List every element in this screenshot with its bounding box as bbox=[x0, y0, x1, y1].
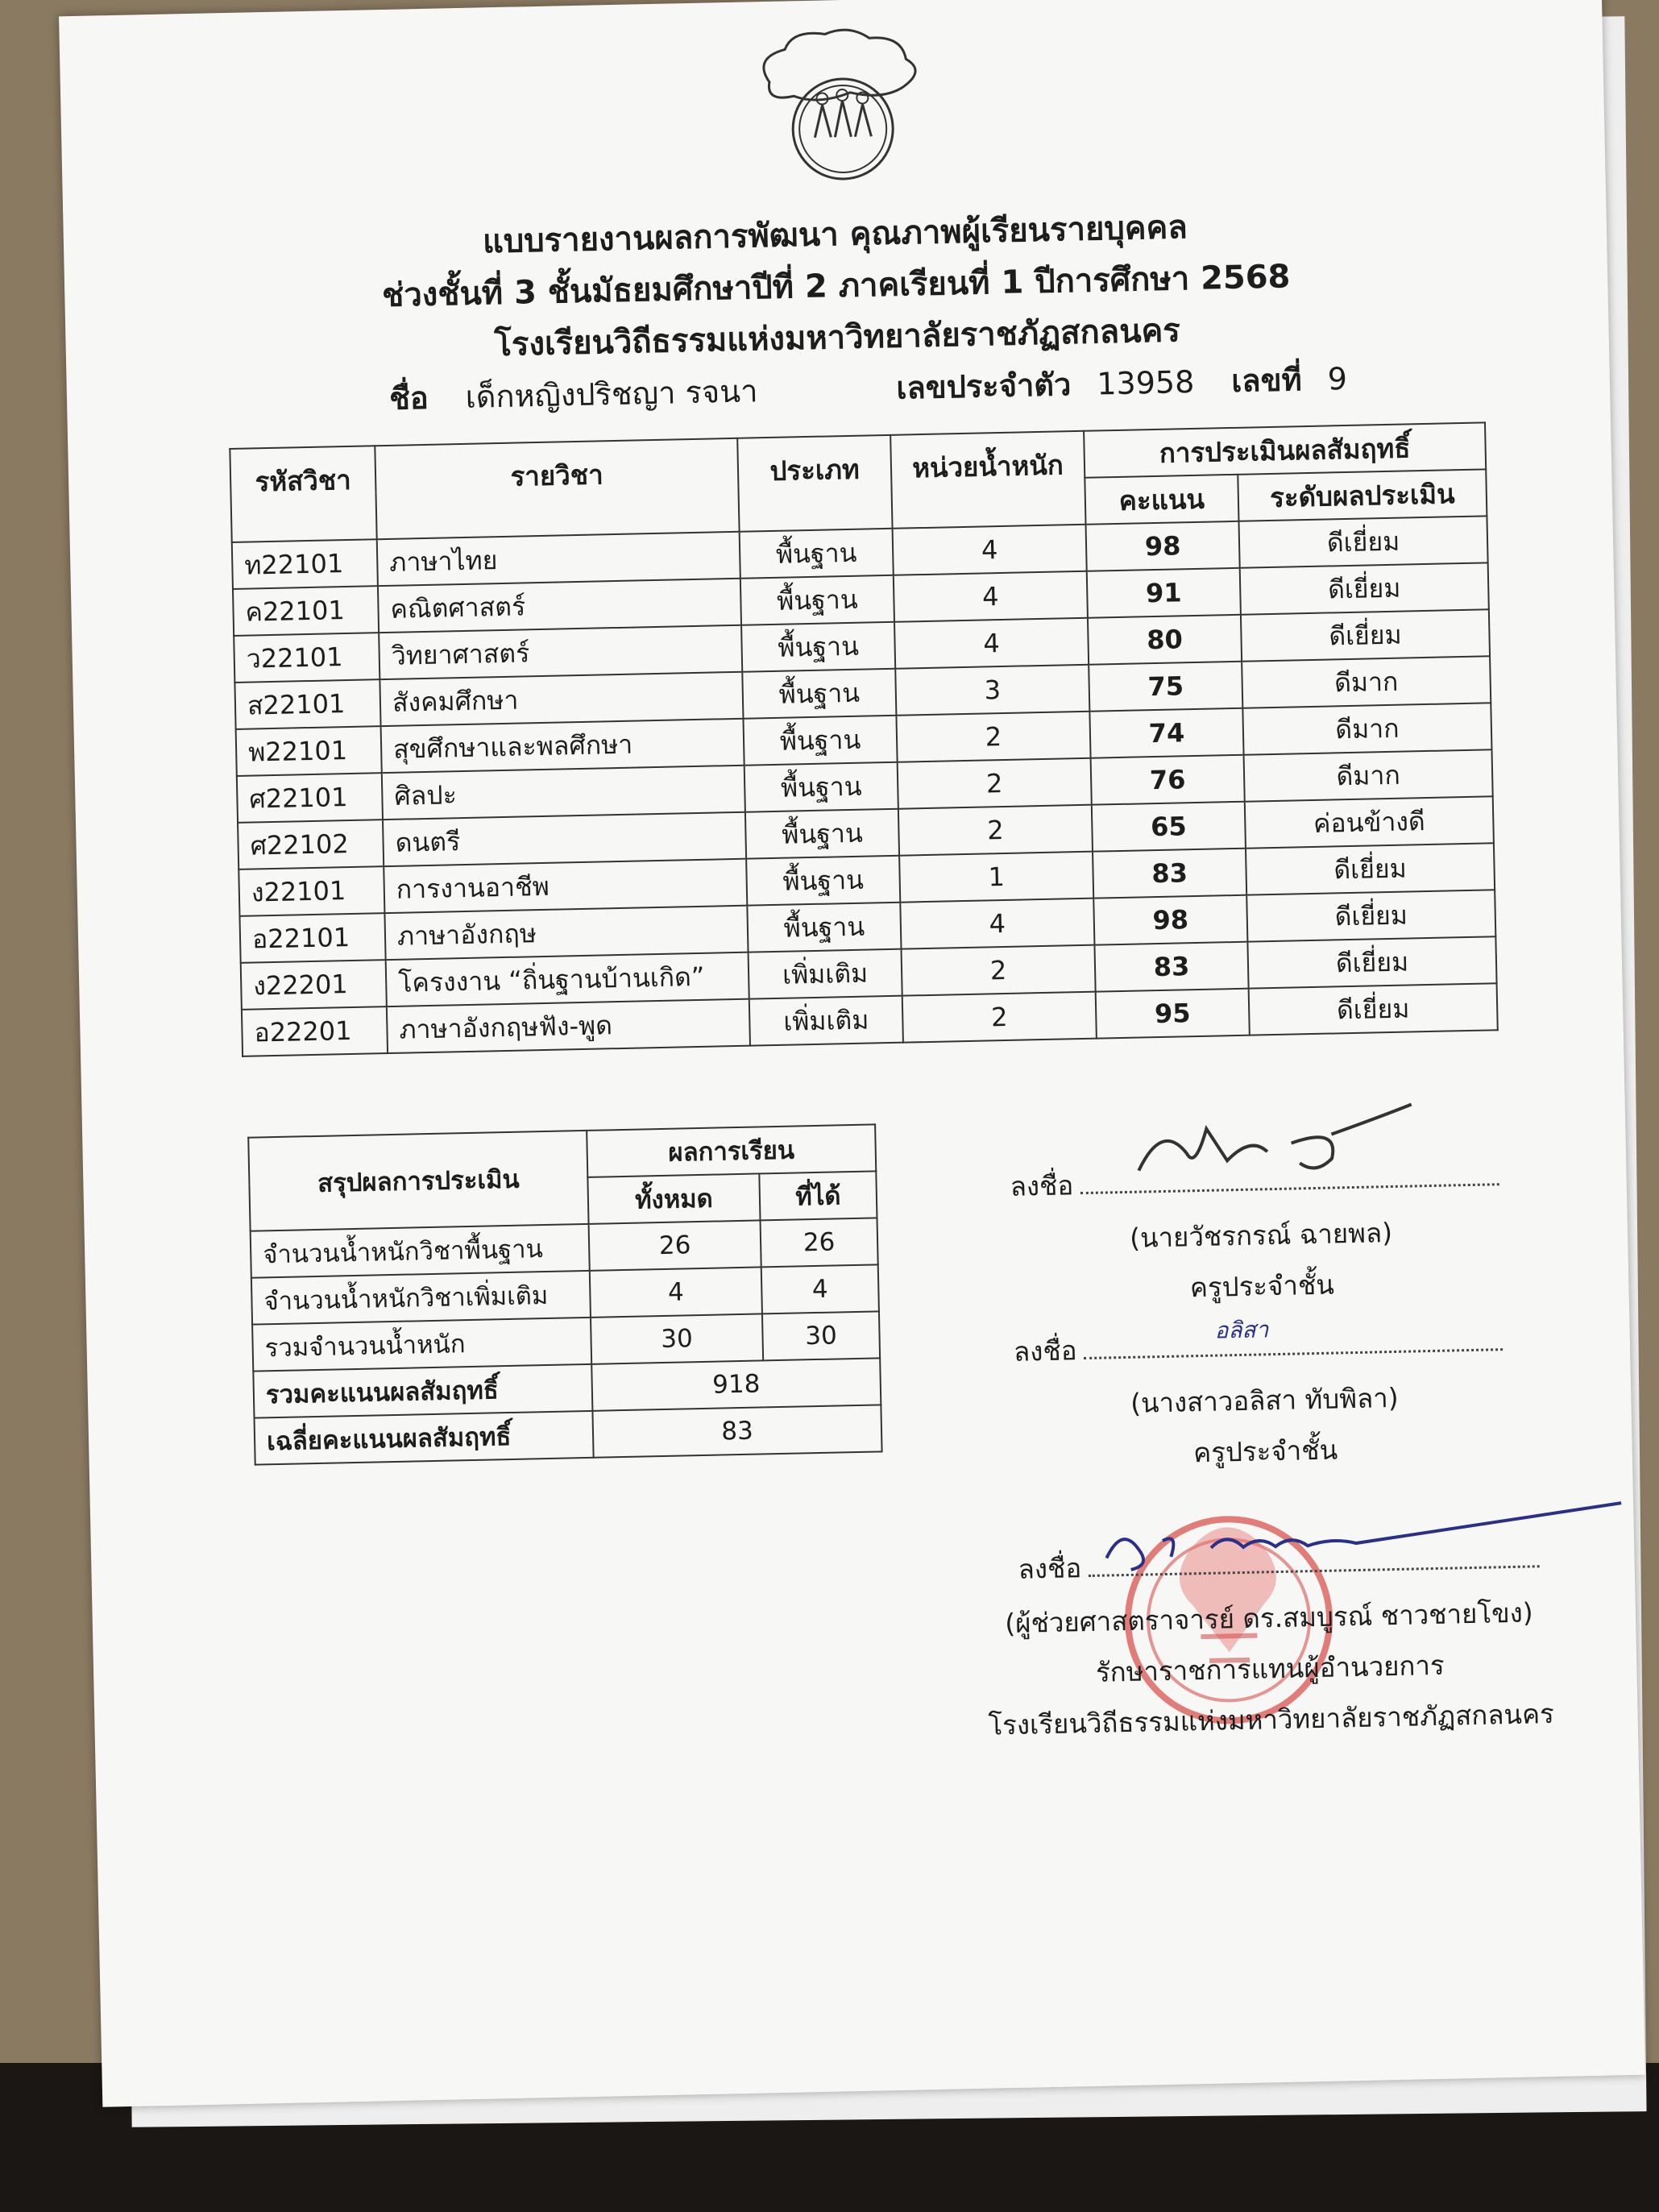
student-name: เด็กหญิงปริชญา รจนา bbox=[465, 373, 758, 415]
grade-credits: 2 bbox=[898, 805, 1093, 856]
signature-block-1 bbox=[1010, 1155, 1512, 1313]
grade-score: 98 bbox=[1093, 895, 1247, 945]
grade-level: ดีเยี่ยม bbox=[1246, 843, 1495, 894]
summary-label: รวมจำนวนน้ำหนัก bbox=[252, 1318, 591, 1372]
name-label: ชื่อ bbox=[388, 380, 429, 417]
grade-subject: ภาษาอังกฤษ bbox=[384, 906, 748, 960]
grade-code: พ22101 bbox=[236, 726, 382, 776]
header-type: ประเภท bbox=[737, 435, 892, 532]
grade-credits: 2 bbox=[902, 992, 1097, 1043]
grade-level: ค่อนข้างดี bbox=[1245, 796, 1494, 848]
grade-level: ดีมาก bbox=[1242, 703, 1491, 754]
grade-credits: 2 bbox=[898, 758, 1092, 809]
grade-type: พื้นฐาน bbox=[741, 622, 895, 672]
grade-type: เพิ่มเติม bbox=[749, 996, 903, 1046]
handwritten-signature: อลิสา bbox=[1214, 1316, 1269, 1344]
signer-name: (นายวัชรกรณ์ ฉายพล) bbox=[1129, 1217, 1393, 1254]
grade-type: พื้นฐาน bbox=[740, 529, 894, 579]
summary-label: จำนวนน้ำหนักวิชาเพิ่มเติม bbox=[251, 1271, 591, 1325]
grade-level: ดีเยี่ยม bbox=[1246, 890, 1495, 941]
grade-type: เพิ่มเติม bbox=[749, 949, 902, 999]
signer-name: (นางสาวอลิสา ทับพิลา) bbox=[1130, 1381, 1399, 1419]
grade-score: 95 bbox=[1096, 989, 1250, 1039]
grade-level: ดีเยี่ยม bbox=[1241, 609, 1490, 661]
header-subject: รายวิชา bbox=[375, 438, 739, 539]
report-document bbox=[59, 0, 1645, 2107]
grade-code: ค22101 bbox=[233, 586, 379, 636]
header-assessment: การประเมินผลสัมฤทธิ์ bbox=[1084, 422, 1486, 477]
grade-score: 80 bbox=[1088, 615, 1242, 665]
school-logo bbox=[736, 23, 932, 188]
grade-level: ดีเยี่ยม bbox=[1240, 562, 1489, 614]
grade-code: ท22101 bbox=[232, 539, 378, 589]
summary-total: 26 bbox=[589, 1220, 761, 1270]
grade-type: พื้นฐาน bbox=[744, 762, 898, 812]
signer-role: รักษาราชการแทนผู้อำนวยการ bbox=[1095, 1649, 1445, 1688]
grade-code: อ22201 bbox=[242, 1006, 388, 1056]
grade-subject: สุขศึกษาและพลศึกษา bbox=[381, 719, 744, 773]
header-level: ระดับผลประเมิน bbox=[1238, 469, 1487, 521]
result-header: ผลการเรียน bbox=[587, 1124, 876, 1177]
grade-level: ดีมาก bbox=[1242, 656, 1491, 708]
summary-label: จำนวนน้ำหนักวิชาพื้นฐาน bbox=[251, 1224, 590, 1278]
grade-score: 76 bbox=[1091, 755, 1245, 805]
grade-subject: ดนตรี bbox=[383, 812, 746, 866]
grade-type: พื้นฐาน bbox=[740, 575, 894, 625]
grade-level: ดีเยี่ยม bbox=[1238, 516, 1487, 567]
grade-subject: ภาษาไทย bbox=[377, 532, 740, 586]
grade-code: อ22101 bbox=[239, 913, 385, 963]
report-title: แบบรายงานผลการพัฒนา คุณภาพผู้เรียนรายบุคคล bbox=[482, 209, 1188, 261]
grade-credits: 1 bbox=[899, 852, 1093, 903]
sign-label: ลงชื่อ bbox=[1013, 1334, 1077, 1367]
score-sum-label: รวมคะแนนผลสัมฤทธิ์ bbox=[253, 1364, 592, 1418]
header-credits: หน่วยน้ำหนัก bbox=[890, 431, 1085, 529]
grade-subject: สังคมศึกษา bbox=[379, 672, 743, 726]
grade-type: พื้นฐาน bbox=[746, 856, 900, 906]
header-code: รหัสวิชา bbox=[230, 446, 376, 542]
grade-code: ว22101 bbox=[234, 633, 379, 683]
summary-total: 4 bbox=[590, 1267, 762, 1317]
summary-got: 30 bbox=[762, 1311, 880, 1360]
grade-score: 83 bbox=[1093, 849, 1246, 898]
id-label: เลขประจำตัว bbox=[896, 367, 1072, 406]
total-header: ทั้งหมด bbox=[587, 1173, 760, 1223]
grade-score: 83 bbox=[1094, 942, 1248, 992]
score-average-label: เฉลี่ยคะแนนผลสัมฤทธิ์ bbox=[255, 1411, 594, 1465]
summary-got: 4 bbox=[761, 1264, 879, 1314]
grade-level: ดีเยี่ยม bbox=[1247, 936, 1496, 988]
grade-subject: ภาษาอังกฤษฟัง-พูด bbox=[387, 999, 750, 1053]
grade-subject: คณิตศาสตร์ bbox=[378, 579, 741, 633]
grade-type: พื้นฐาน bbox=[742, 669, 896, 719]
grade-level: ดีมาก bbox=[1244, 749, 1493, 801]
signer-role: ครูประจำชั้น bbox=[1192, 1434, 1338, 1469]
grade-credits: 4 bbox=[894, 618, 1089, 669]
sign-label: ลงชื่อ bbox=[1010, 1169, 1074, 1202]
summary-header: สรุปผลการประเมิน bbox=[248, 1131, 588, 1231]
signer-role: ครูประจำชั้น bbox=[1189, 1268, 1335, 1304]
grade-credits: 2 bbox=[896, 712, 1090, 762]
sign-label: ลงชื่อ bbox=[1018, 1552, 1082, 1585]
student-id: 13958 bbox=[1096, 363, 1195, 402]
grade-level: ดีเยี่ยม bbox=[1249, 983, 1498, 1035]
grade-credits: 4 bbox=[894, 571, 1088, 622]
grade-score: 74 bbox=[1089, 708, 1243, 758]
grade-type: พื้นฐาน bbox=[747, 903, 901, 952]
grade-score: 65 bbox=[1092, 802, 1246, 852]
grade-code: ศ22101 bbox=[237, 773, 383, 823]
grades-table bbox=[229, 421, 1498, 1057]
score-average-value: 83 bbox=[592, 1405, 881, 1457]
grade-type: พื้นฐาน bbox=[745, 809, 899, 859]
grade-subject: วิทยาศาสตร์ bbox=[379, 625, 742, 679]
grade-credits: 4 bbox=[900, 898, 1094, 949]
school-name: โรงเรียนวิถีธรรมแห่งมหาวิทยาลัยราชภัฏสกลนคร bbox=[493, 312, 1181, 364]
grade-score: 91 bbox=[1087, 568, 1241, 618]
grade-score: 98 bbox=[1086, 521, 1240, 571]
grade-subject: โครงงาน “ถิ่นฐานบ้านเกิด” bbox=[386, 952, 749, 1006]
signature-block-3 bbox=[961, 1536, 1578, 1747]
grade-score: 75 bbox=[1089, 662, 1242, 712]
number-label: เลขที่ bbox=[1230, 362, 1303, 399]
signer-organization: โรงเรียนวิถีธรรมแห่งมหาวิทยาลัยราชภัฏสกลนคร bbox=[988, 1697, 1555, 1741]
summary-table bbox=[247, 1123, 882, 1465]
student-number: 9 bbox=[1327, 360, 1348, 397]
got-header: ที่ได้ bbox=[759, 1171, 877, 1220]
summary-total: 30 bbox=[591, 1314, 763, 1363]
grade-code: ส22101 bbox=[234, 679, 380, 729]
grade-subject: ศิลปะ bbox=[382, 766, 745, 820]
summary-got: 26 bbox=[761, 1218, 878, 1267]
grade-credits: 3 bbox=[895, 665, 1089, 716]
grade-type: พื้นฐาน bbox=[743, 716, 897, 766]
header-score: คะแนน bbox=[1085, 475, 1238, 525]
signer-name: (ผู้ช่วยศาสตราจารย์ ดร.สมบูรณ์ ชาวชายโขง) bbox=[1004, 1596, 1534, 1640]
report-subtitle: ช่วงชั้นที่ 3 ชั้นมัธยมศึกษาปีที่ 2 ภาคเรียนที่ 1 ปีการศึกษา 2568 bbox=[381, 258, 1291, 315]
grade-code: ง22101 bbox=[238, 866, 384, 916]
signature-block-2 bbox=[1013, 1316, 1516, 1478]
grade-code: ง22201 bbox=[241, 960, 387, 1010]
grade-subject: การงานอาชีพ bbox=[384, 859, 747, 913]
grade-code: ศ22102 bbox=[238, 820, 384, 869]
grade-credits: 2 bbox=[902, 945, 1096, 996]
score-sum-value: 918 bbox=[591, 1358, 881, 1410]
grade-credits: 4 bbox=[893, 525, 1087, 575]
